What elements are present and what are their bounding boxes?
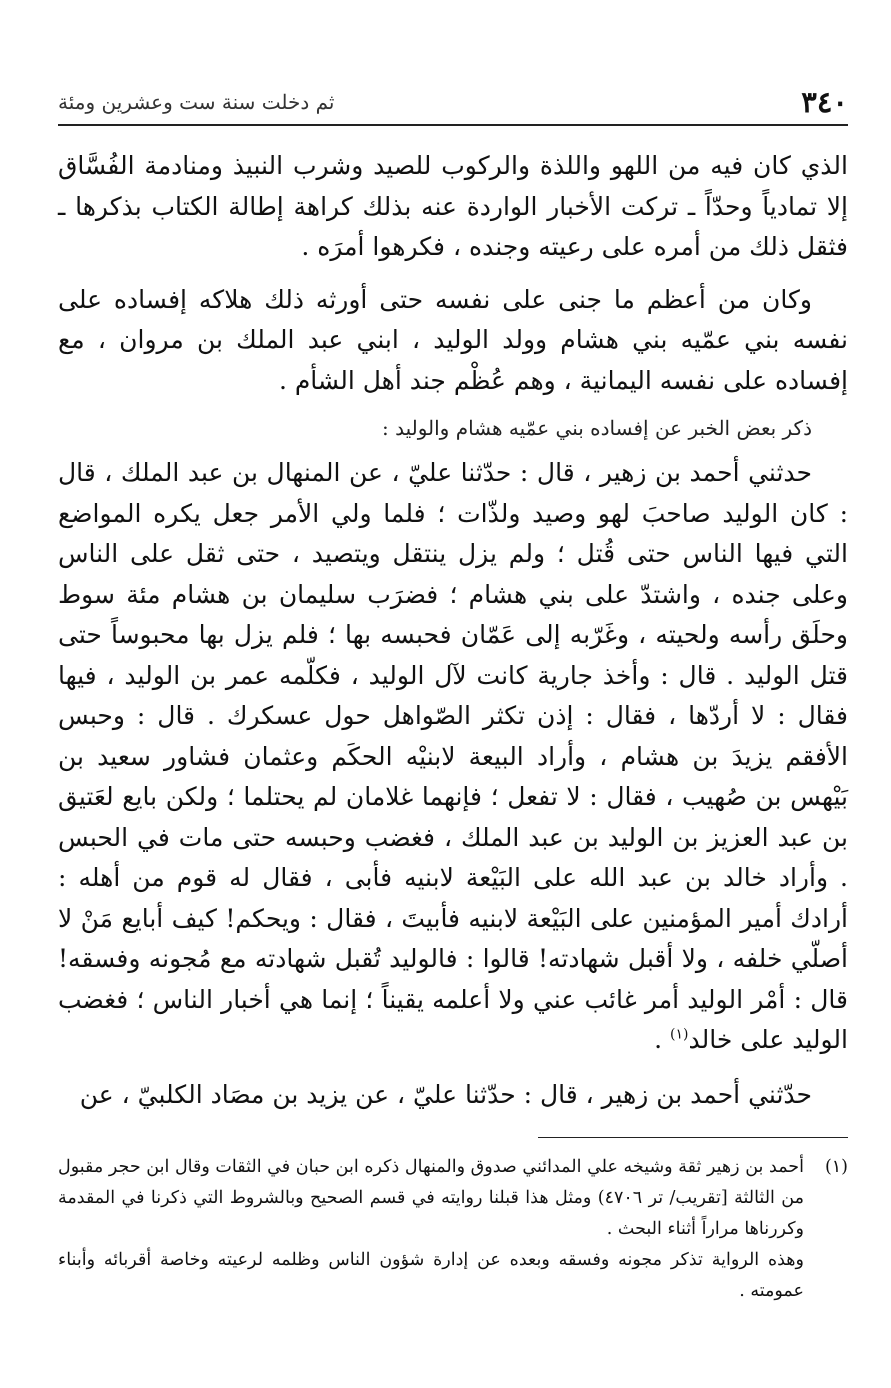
paragraph-2: وكان من أعظم ما جنى على نفسه حتى أورثه ذلك هلاكه إفساده على نفسه بني عمّيه بني هشام وولد الوليد ، ابني عبد الملك بن مروان ، مع إفساده على نفسه اليمانية ، وهم عُظْم جند أهل الشأم . bbox=[58, 284, 848, 395]
footnote-number: (١) bbox=[824, 1157, 848, 1177]
paragraph-4: حدّثني أحمد بن زهير ، قال : حدّثنا عليّ ، عن يزيد بن مصَاد الكلبيّ ، عن bbox=[79, 1079, 812, 1109]
paragraph-1: الذي كان فيه من اللهو واللذة والركوب للصيد وشرب النبيذ ومنادمة الفُسَّاق إلا تمادياً وحدّاً ـ تركت الأخبار الواردة عنه بذلك كراهة إطالة الكتاب بذكرها ـ فثقل ذلك من أمره على رعيته وجنده ، فكرهوا أمرَه . bbox=[58, 151, 848, 261]
running-title: ثم دخلت سنة ست وعشرين ومئة bbox=[58, 90, 335, 114]
section-title: ذكر بعض الخبر عن إفساده بني عمّيه هشام والوليد : bbox=[381, 416, 812, 440]
footnote-1 bbox=[58, 1152, 848, 1245]
paragraph-3 bbox=[58, 453, 848, 1061]
book-page bbox=[58, 80, 848, 1307]
footnote-divider bbox=[538, 1137, 848, 1138]
footnotes bbox=[58, 1152, 848, 1307]
paragraph-3-end: . bbox=[654, 1025, 671, 1054]
paragraph-3-text: حدثني أحمد بن زهير ، قال : حدّثنا عليّ ، عن المنهال بن عبد الملك ، قال : كان الوليد صاحبَ لهو وصيد ولذّات ؛ فلما ولي الأمر جعل يكره المواضع التي فيها الناس حتى قُتل ؛ ولم يزل ينتقل ويتصيد ، حتى ثقل على الناس وعلى جنده ، واشتدّ على بني هشام ؛ فضرَب سليمان بن هشام مئة سوط وحلَق رأسه ولحيته ، وغَرّبه إلى عَمّان فحبسه بها ؛ فلم يزل بها محبوساً حتى قتل الوليد . قال : وأخذ جارية كانت لآل الوليد ، فكلّمه عمر بن الوليد ، فيها فقال : لا أردّها ، فقال : إذن تكثر الصّواهل حول عسكرك . قال : وحبس الأفقم يزيدَ بن هشام ، وأراد البيعة لابنيْه الحكَم وعثمان فشاور سعيد بن بَيْهس بن صُهيب ، فقال : لا تفعل ؛ فإنهما غلامان لم يحتلما ؛ ولكن بايع لعَتيق بن عبد العزيز بن الوليد بن عبد الملك ، فغضب وحبسه حتى مات في الحبس . وأراد خالد بن عبد الله على البَيْعة لابنيه فأبى ، فقال له قوم من أهله : أرادك أمير المؤمنين على البَيْعة لابنيه فأبيتَ ، فقال : ويحكم! كيف أبايع مَنْ لا أصلّي خلفه ، ولا أقبل شهادته! قالوا : فالوليد تُقبل شهادته مع مُجونه وفسقه! قال : أمْر الوليد أمر غائب عني ولا أعلمه يقيناً ؛ إنما هي أخبار الناس ؛ فغضب الوليد على خالد bbox=[58, 458, 848, 1054]
page-number: ٣٤٠ bbox=[801, 85, 848, 119]
footnote-text-2: وهذه الرواية تذكر مجونه وفسقه وبعده عن إدارة شؤون الناس وظلمه لرعيته وخاصة أقربائه وأبناء عمومته . bbox=[58, 1250, 804, 1301]
footnote-text-1: أحمد بن زهير ثقة وشيخه علي المدائني صدوق والمنهال ذكره ابن حبان في الثقات وقال ابن حجر مقبول من الثالثة [تقريب/ تر ٤٧٠٦) ومثل هذا قبلنا روايته في قسم الصحيح وبالشروط التي ذكرنا في المقدمة وكررناها مراراً أثناء البحث . bbox=[58, 1157, 804, 1239]
running-header bbox=[58, 80, 848, 126]
footnote-reference[interactable]: (١) bbox=[670, 1026, 689, 1043]
